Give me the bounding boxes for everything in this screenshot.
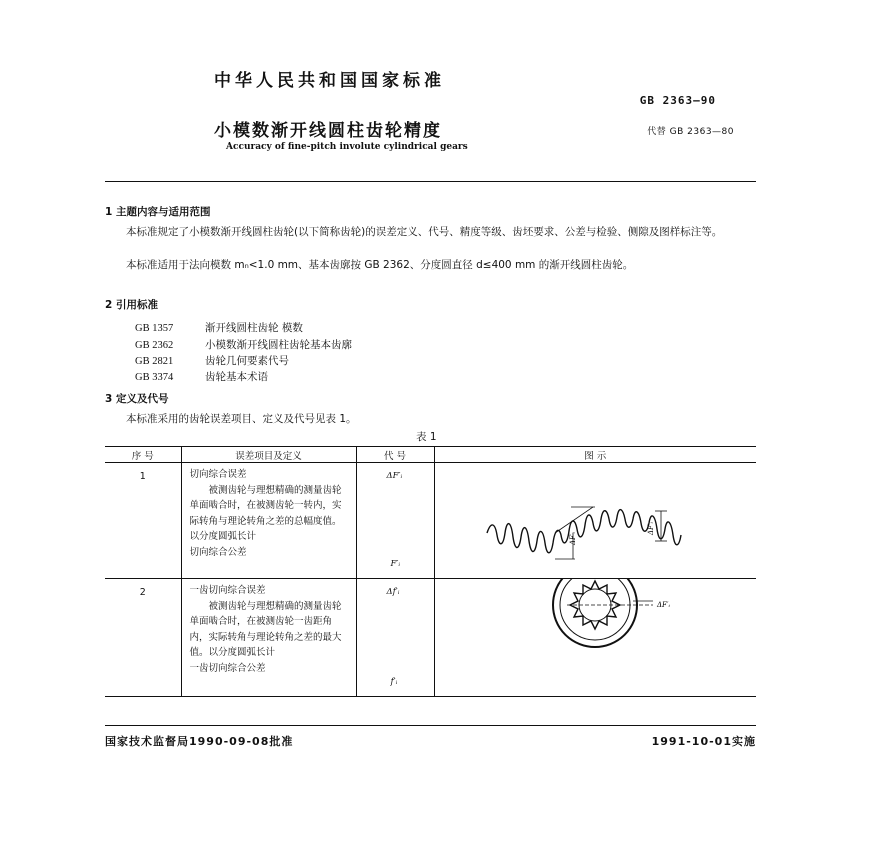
error-definition: 被测齿轮与理想精确的测量齿轮单面啮合时，在被测齿轮一齿距角内，实际转角与理论转角之差的最大值。以分度圆弧长计: [189, 600, 342, 659]
implementation-date: 1991-10-01实施: [651, 735, 756, 748]
error-item-cell: [182, 579, 356, 681]
section-3-paragraph: 本标准采用的齿轮误差项目、定义及代号见表 1。: [126, 413, 357, 425]
column-header-item: 误差项目及定义: [181, 447, 356, 463]
section-3-heading: 3 定义及代号: [105, 393, 169, 405]
reference-item: GB 3374 齿轮基本术语: [135, 371, 268, 383]
section-1-heading: 1 主题内容与适用范围: [105, 206, 211, 218]
replaces-note: 代替 GB 2363—80: [647, 127, 734, 137]
gear-mesh-diagram: [435, 579, 755, 697]
header-rule: [105, 181, 756, 182]
table-row: [105, 463, 756, 579]
column-header-code: 代 号: [356, 447, 434, 463]
diagram-label: ΔF′ᵢ: [568, 532, 577, 545]
tolerance-code: f′ᵢ: [390, 677, 398, 687]
error-item-cell: [182, 463, 356, 565]
row-number: 1: [105, 463, 181, 579]
english-title: Accuracy of fine-pitch involute cylindrical gears: [226, 142, 468, 152]
definitions-table: [105, 446, 756, 697]
tolerance-name: 一齿切向综合公差: [189, 662, 266, 674]
reference-item: GB 2821 齿轮几何要素代号: [135, 355, 289, 367]
tolerance-code: F′ᵢ: [390, 559, 401, 569]
tangential-error-curve-diagram: [435, 463, 755, 579]
approval-text: 国家技术监督局1990-09-08批准: [105, 735, 294, 748]
error-definition: 被测齿轮与理想精确的测量齿轮单面啮合时，在被测齿轮一转内，实际转角与理论转角之差的总幅度值。以分度圆弧长计: [189, 484, 342, 543]
column-header-diagram: 图 示: [434, 447, 756, 463]
section-2-heading: 2 引用标准: [105, 299, 158, 311]
row-number: 2: [105, 579, 181, 697]
national-standard-label: 中华人民共和国国家标准: [214, 71, 445, 91]
tolerance-name: 切向综合公差: [189, 546, 247, 558]
error-code: Δf′ᵢ: [386, 587, 400, 597]
diagram-label: ΔF′ᵢ: [646, 522, 655, 535]
document-title: 小模数渐开线圆柱齿轮精度: [214, 121, 442, 141]
diagram-label: ΔF′ᵢ: [656, 601, 670, 609]
error-item-name: 一齿切向综合误差: [189, 585, 266, 596]
section-1-paragraph: 本标准规定了小模数渐开线圆柱齿轮(以下简称齿轮)的误差定义、代号、精度等级、齿坯要求、公差与检验、侧隙及图样标注等。: [126, 226, 723, 238]
table-row: [105, 579, 756, 697]
section-1-paragraph: 本标准适用于法向模数 mₙ<1.0 mm、基本齿廓按 GB 2362、分度圆直径 d≤400 mm 的渐开线圆柱齿轮。: [126, 259, 634, 271]
error-item-name: 切向综合误差: [189, 469, 247, 480]
reference-item: GB 2362 小模数渐开线圆柱齿轮基本齿廓: [135, 339, 352, 351]
column-header-no: 序 号: [105, 447, 181, 463]
error-code: ΔF′ᵢ: [386, 471, 403, 481]
reference-item: GB 1357 渐开线圆柱齿轮 模数: [135, 322, 303, 334]
standard-code: GB 2363—90: [639, 94, 716, 107]
table-caption: 表 1: [416, 431, 437, 443]
footer-rule: [105, 725, 756, 726]
